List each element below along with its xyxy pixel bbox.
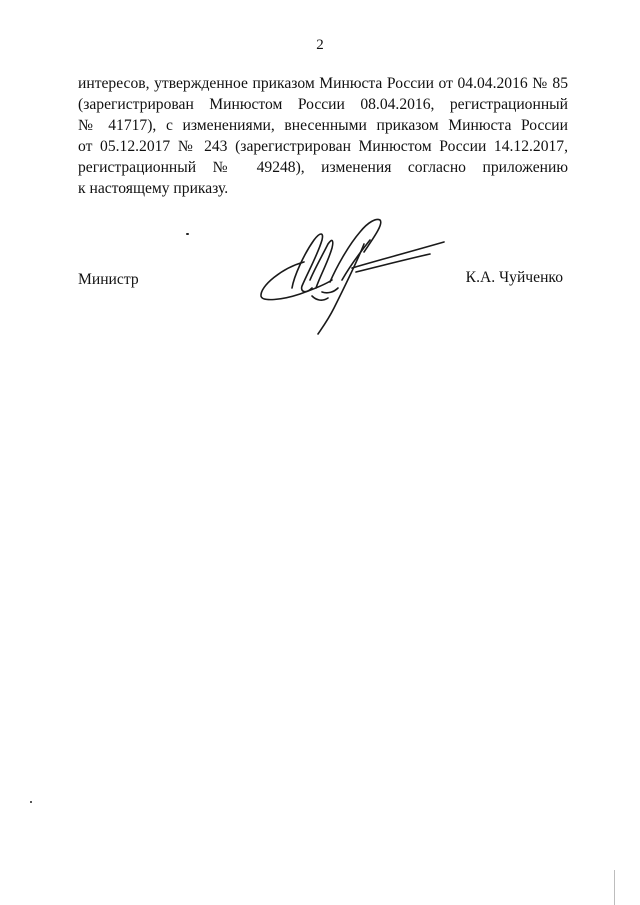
paragraph-line: к настоящему приказу. [78, 180, 229, 197]
paragraph-line: (зарегистрирован Минюстом России 08.04.2016, регистрационный [78, 96, 568, 113]
paragraph [78, 73, 568, 199]
signer-position: Министр [78, 271, 139, 288]
paragraph-line: регистрационный № 49248), изменения согласно приложению [78, 159, 568, 176]
scan-speck [30, 801, 32, 803]
scan-edge-line [614, 870, 615, 905]
scan-speck [186, 233, 189, 235]
page-number: 2 [316, 37, 324, 53]
signer-name: К.А. Чуйченко [465, 269, 563, 286]
paragraph-line: интересов, утвержденное приказом Минюста России от 04.04.2016 № 85 [78, 75, 568, 92]
handwritten-signature [252, 210, 452, 340]
paragraph-line: № 41717), с изменениями, внесенными приказом Минюста России [78, 117, 568, 134]
paragraph-line: от 05.12.2017 № 243 (зарегистрирован Минюстом России 14.12.2017, [78, 138, 568, 155]
